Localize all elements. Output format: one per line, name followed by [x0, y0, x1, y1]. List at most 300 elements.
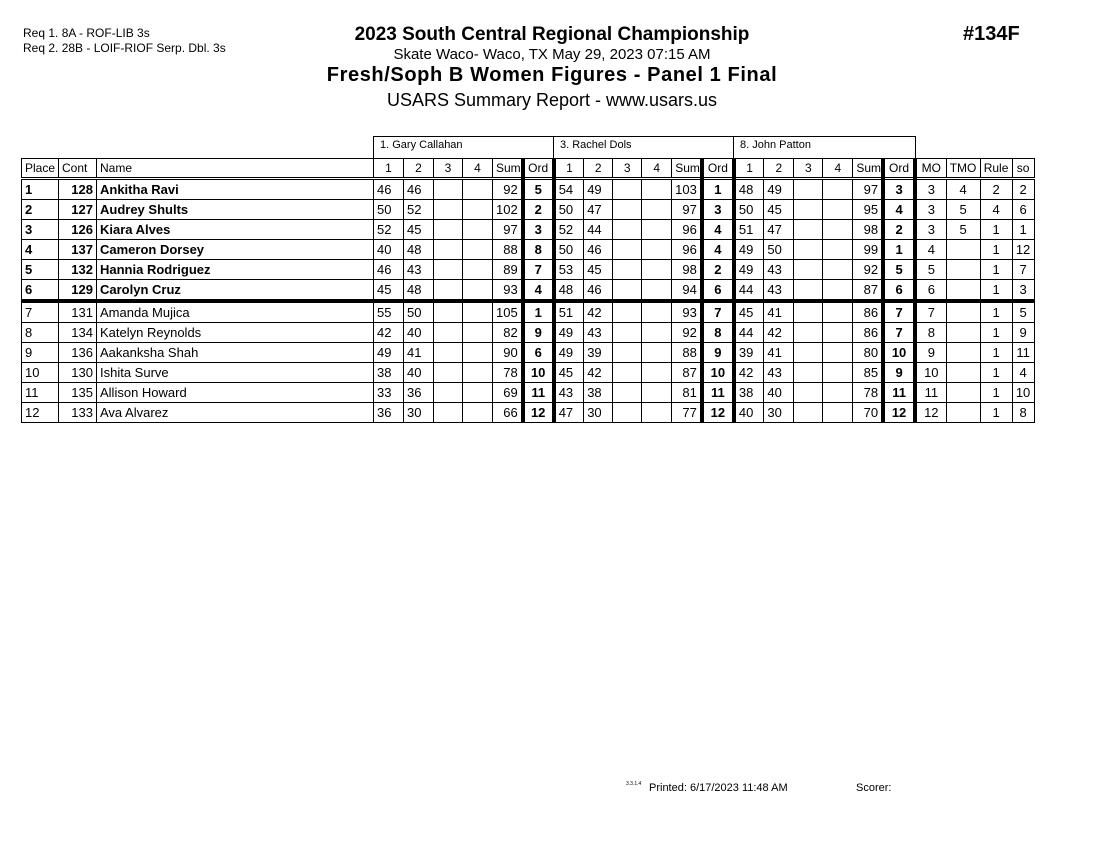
tmo-cell [946, 403, 980, 423]
judge3-figure3-cell [794, 179, 823, 200]
judge2-figure1-cell: 49 [554, 323, 584, 343]
tmo-cell [946, 280, 980, 302]
judge2-figure4-cell [642, 240, 672, 260]
judge3-sum-cell: 95 [853, 200, 883, 220]
judge3-figure2-cell: 42 [764, 323, 794, 343]
judge1-figure3-cell [434, 240, 463, 260]
judge2-figure3-cell [613, 403, 642, 423]
judge2-figure1-cell: 53 [554, 260, 584, 280]
judge1-figure4-cell [463, 301, 493, 323]
judge1-figure1-cell: 42 [374, 323, 404, 343]
judge3-figure2-cell: 49 [764, 179, 794, 200]
results-table [21, 158, 1035, 423]
judge2-figure4-cell [642, 260, 672, 280]
judge3-figure3-cell [794, 220, 823, 240]
judge2-figure4-cell [642, 403, 672, 423]
judge1-figure4-cell [463, 363, 493, 383]
requirement-2: Req 2. 28B - LOIF-RIOF Serp. Dbl. 3s [23, 41, 226, 55]
name-cell: Carolyn Cruz [97, 280, 374, 302]
judge2-figure1-cell: 49 [554, 343, 584, 363]
judge1-figure2-cell: 41 [404, 343, 434, 363]
mo-cell: 3 [915, 179, 946, 200]
judge2-sum-cell: 93 [672, 301, 702, 323]
judge1-figure4-cell [463, 200, 493, 220]
cont-cell: 129 [59, 280, 97, 302]
judge1-sum-cell: 105 [493, 301, 523, 323]
mo-cell: 8 [915, 323, 946, 343]
judge2-figure1-cell: 54 [554, 179, 584, 200]
judge2-ord-cell: 9 [702, 343, 734, 363]
judge3-ord-cell: 7 [883, 323, 915, 343]
rule-cell: 4 [980, 200, 1012, 220]
judge2-figure2-cell: 39 [584, 343, 613, 363]
col-j2-sum: Sum [672, 159, 702, 179]
judge2-sum-cell: 98 [672, 260, 702, 280]
judge1-ord-cell: 2 [523, 200, 554, 220]
judge3-figure1-cell: 44 [734, 323, 764, 343]
name-cell: Allison Howard [97, 383, 374, 403]
judge1-figure3-cell [434, 179, 463, 200]
cont-cell: 130 [59, 363, 97, 383]
judge3-figure1-cell: 51 [734, 220, 764, 240]
judge1-figure3-cell [434, 343, 463, 363]
judge2-ord-cell: 4 [702, 220, 734, 240]
judge3-figure3-cell [794, 200, 823, 220]
table-row [22, 403, 1035, 423]
cont-cell: 127 [59, 200, 97, 220]
place-cell: 11 [22, 383, 59, 403]
name-cell: Audrey Shults [97, 200, 374, 220]
judge2-figure1-cell: 51 [554, 301, 584, 323]
judge2-figure1-cell: 45 [554, 363, 584, 383]
rule-cell: 2 [980, 179, 1012, 200]
place-cell: 4 [22, 240, 59, 260]
judge3-figure4-cell [823, 343, 853, 363]
judge3-figure1-cell: 40 [734, 403, 764, 423]
col-j3-f4: 4 [823, 159, 853, 179]
judge2-ord-cell: 2 [702, 260, 734, 280]
judge1-figure3-cell [434, 260, 463, 280]
location-datetime: Skate Waco- Waco, TX May 29, 2023 07:15 AM [393, 46, 711, 63]
judge1-figure1-cell: 46 [374, 179, 404, 200]
tmo-cell [946, 343, 980, 363]
tmo-cell [946, 323, 980, 343]
name-cell: Aakanksha Shah [97, 343, 374, 363]
judge1-sum-cell: 82 [493, 323, 523, 343]
judge1-figure3-cell [434, 383, 463, 403]
judge2-figure1-cell: 43 [554, 383, 584, 403]
judge3-ord-cell: 6 [883, 280, 915, 302]
judge1-figure3-cell [434, 200, 463, 220]
judge1-figure3-cell [434, 280, 463, 302]
judge3-figure1-cell: 44 [734, 280, 764, 302]
judge2-sum-cell: 103 [672, 179, 702, 200]
col-place: Place [22, 159, 59, 179]
col-j2-f2: 2 [584, 159, 613, 179]
judge3-figure1-cell: 49 [734, 260, 764, 280]
judge1-figure3-cell [434, 323, 463, 343]
judge1-figure2-cell: 36 [404, 383, 434, 403]
place-cell: 7 [22, 301, 59, 323]
judge1-figure4-cell [463, 403, 493, 423]
judge1-figure4-cell [463, 383, 493, 403]
judge1-ord-cell: 4 [523, 280, 554, 302]
judge-header-2: 3. Rachel Dols [553, 136, 734, 158]
cont-cell: 126 [59, 220, 97, 240]
judge2-figure2-cell: 43 [584, 323, 613, 343]
judge2-figure4-cell [642, 301, 672, 323]
table-row [22, 383, 1035, 403]
judge3-figure2-cell: 43 [764, 260, 794, 280]
col-j3-sum: Sum [853, 159, 883, 179]
judge1-figure1-cell: 33 [374, 383, 404, 403]
cont-cell: 134 [59, 323, 97, 343]
cont-cell: 128 [59, 179, 97, 200]
mo-cell: 9 [915, 343, 946, 363]
rule-cell: 1 [980, 240, 1012, 260]
judge2-ord-cell: 3 [702, 200, 734, 220]
rule-cell: 1 [980, 260, 1012, 280]
judge2-ord-cell: 11 [702, 383, 734, 403]
judge3-sum-cell: 98 [853, 220, 883, 240]
judge3-figure1-cell: 39 [734, 343, 764, 363]
software-version: 3.3.1.4 [626, 781, 642, 787]
judge1-sum-cell: 97 [493, 220, 523, 240]
judge1-figure2-cell: 45 [404, 220, 434, 240]
judge3-figure4-cell [823, 403, 853, 423]
judge3-figure4-cell [823, 301, 853, 323]
judge3-figure1-cell: 50 [734, 200, 764, 220]
col-j1-f3: 3 [434, 159, 463, 179]
table-row [22, 260, 1035, 280]
judge2-figure3-cell [613, 301, 642, 323]
judge2-figure1-cell: 52 [554, 220, 584, 240]
judge3-figure2-cell: 41 [764, 301, 794, 323]
judge1-figure4-cell [463, 240, 493, 260]
judge2-figure3-cell [613, 343, 642, 363]
judge3-figure2-cell: 40 [764, 383, 794, 403]
judge1-sum-cell: 66 [493, 403, 523, 423]
cont-cell: 133 [59, 403, 97, 423]
judge2-sum-cell: 96 [672, 240, 702, 260]
judge3-figure2-cell: 50 [764, 240, 794, 260]
col-j3-f3: 3 [794, 159, 823, 179]
judge1-figure2-cell: 30 [404, 403, 434, 423]
judge1-sum-cell: 92 [493, 179, 523, 200]
table-row [22, 220, 1035, 240]
mo-cell: 3 [915, 220, 946, 240]
judge3-ord-cell: 11 [883, 383, 915, 403]
so-cell: 5 [1012, 301, 1034, 323]
judge1-figure4-cell [463, 260, 493, 280]
place-cell: 10 [22, 363, 59, 383]
table-row [22, 280, 1035, 302]
judge2-figure1-cell: 50 [554, 200, 584, 220]
mo-cell: 5 [915, 260, 946, 280]
mo-cell: 7 [915, 301, 946, 323]
name-cell: Cameron Dorsey [97, 240, 374, 260]
judge3-figure4-cell [823, 363, 853, 383]
place-cell: 1 [22, 179, 59, 200]
judge3-sum-cell: 86 [853, 323, 883, 343]
name-cell: Kiara Alves [97, 220, 374, 240]
judge3-figure4-cell [823, 220, 853, 240]
judge2-ord-cell: 8 [702, 323, 734, 343]
judge3-sum-cell: 70 [853, 403, 883, 423]
judge1-figure1-cell: 52 [374, 220, 404, 240]
judge2-sum-cell: 81 [672, 383, 702, 403]
col-rule: Rule [980, 159, 1012, 179]
judge1-ord-cell: 6 [523, 343, 554, 363]
rule-cell: 1 [980, 343, 1012, 363]
judge3-figure2-cell: 43 [764, 363, 794, 383]
judge2-figure1-cell: 47 [554, 403, 584, 423]
col-j2-f4: 4 [642, 159, 672, 179]
judge3-figure2-cell: 41 [764, 343, 794, 363]
so-cell: 11 [1012, 343, 1034, 363]
mo-cell: 4 [915, 240, 946, 260]
judge3-figure4-cell [823, 323, 853, 343]
judge2-sum-cell: 87 [672, 363, 702, 383]
place-cell: 9 [22, 343, 59, 363]
judge1-figure2-cell: 40 [404, 363, 434, 383]
so-cell: 1 [1012, 220, 1034, 240]
judge2-figure2-cell: 42 [584, 301, 613, 323]
judge1-sum-cell: 88 [493, 240, 523, 260]
judge1-sum-cell: 90 [493, 343, 523, 363]
judge1-figure3-cell [434, 301, 463, 323]
requirement-1: Req 1. 8A - ROF-LIB 3s [23, 26, 150, 40]
judge1-figure1-cell: 50 [374, 200, 404, 220]
tmo-cell [946, 383, 980, 403]
rule-cell: 1 [980, 280, 1012, 302]
judge1-ord-cell: 9 [523, 323, 554, 343]
judge2-figure4-cell [642, 280, 672, 302]
so-cell: 6 [1012, 200, 1034, 220]
cont-cell: 135 [59, 383, 97, 403]
judge1-figure2-cell: 40 [404, 323, 434, 343]
rule-cell: 1 [980, 403, 1012, 423]
judge3-sum-cell: 86 [853, 301, 883, 323]
judge2-figure2-cell: 47 [584, 200, 613, 220]
judge3-figure4-cell [823, 179, 853, 200]
judge1-figure2-cell: 46 [404, 179, 434, 200]
col-j1-f1: 1 [374, 159, 404, 179]
event-title: Fresh/Soph B Women Figures - Panel 1 Final [326, 64, 778, 86]
col-j1-f4: 4 [463, 159, 493, 179]
cont-cell: 136 [59, 343, 97, 363]
judge1-ord-cell: 8 [523, 240, 554, 260]
name-cell: Ankitha Ravi [97, 179, 374, 200]
judge2-figure2-cell: 30 [584, 403, 613, 423]
rule-cell: 1 [980, 383, 1012, 403]
col-name: Name [97, 159, 374, 179]
judge1-figure4-cell [463, 343, 493, 363]
table-row [22, 200, 1035, 220]
judge2-figure3-cell [613, 323, 642, 343]
cont-cell: 131 [59, 301, 97, 323]
scorer-label: Scorer: [856, 782, 892, 794]
judge1-ord-cell: 10 [523, 363, 554, 383]
cont-cell: 137 [59, 240, 97, 260]
judge1-figure1-cell: 36 [374, 403, 404, 423]
judge3-figure1-cell: 49 [734, 240, 764, 260]
col-j3-ord: Ord [883, 159, 915, 179]
judge1-figure4-cell [463, 323, 493, 343]
judge3-figure3-cell [794, 343, 823, 363]
so-cell: 3 [1012, 280, 1034, 302]
judge2-figure2-cell: 46 [584, 280, 613, 302]
so-cell: 2 [1012, 179, 1034, 200]
col-j2-ord: Ord [702, 159, 734, 179]
tmo-cell [946, 301, 980, 323]
name-cell: Katelyn Reynolds [97, 323, 374, 343]
judge2-figure2-cell: 46 [584, 240, 613, 260]
judge1-figure1-cell: 38 [374, 363, 404, 383]
rule-cell: 1 [980, 363, 1012, 383]
judge1-sum-cell: 78 [493, 363, 523, 383]
judge1-figure2-cell: 50 [404, 301, 434, 323]
name-cell: Ishita Surve [97, 363, 374, 383]
tmo-cell [946, 363, 980, 383]
judge3-ord-cell: 4 [883, 200, 915, 220]
judge1-ord-cell: 12 [523, 403, 554, 423]
judge3-figure2-cell: 47 [764, 220, 794, 240]
cont-cell: 132 [59, 260, 97, 280]
judge2-sum-cell: 92 [672, 323, 702, 343]
name-cell: Hannia Rodriguez [97, 260, 374, 280]
judge3-sum-cell: 92 [853, 260, 883, 280]
col-so: so [1012, 159, 1034, 179]
col-j3-f1: 1 [734, 159, 764, 179]
rule-cell: 1 [980, 323, 1012, 343]
col-j2-f3: 3 [613, 159, 642, 179]
judge2-ord-cell: 4 [702, 240, 734, 260]
judge1-figure3-cell [434, 403, 463, 423]
judge1-figure1-cell: 40 [374, 240, 404, 260]
judge1-figure2-cell: 52 [404, 200, 434, 220]
judge-header-3: 8. John Patton [733, 136, 916, 158]
judge3-figure1-cell: 42 [734, 363, 764, 383]
judge3-figure3-cell [794, 323, 823, 343]
judge2-figure2-cell: 44 [584, 220, 613, 240]
judge1-ord-cell: 7 [523, 260, 554, 280]
judge1-figure1-cell: 45 [374, 280, 404, 302]
place-cell: 6 [22, 280, 59, 302]
judge3-figure3-cell [794, 301, 823, 323]
judge3-figure3-cell [794, 240, 823, 260]
place-cell: 3 [22, 220, 59, 240]
judge3-sum-cell: 87 [853, 280, 883, 302]
judge2-sum-cell: 94 [672, 280, 702, 302]
place-cell: 5 [22, 260, 59, 280]
judge2-figure4-cell [642, 383, 672, 403]
judge1-figure4-cell [463, 179, 493, 200]
judge2-figure2-cell: 38 [584, 383, 613, 403]
mo-cell: 12 [915, 403, 946, 423]
so-cell: 12 [1012, 240, 1034, 260]
judge3-ord-cell: 10 [883, 343, 915, 363]
judge1-figure1-cell: 49 [374, 343, 404, 363]
judge2-figure3-cell [613, 280, 642, 302]
report-title: USARS Summary Report - www.usars.us [386, 90, 718, 110]
judge2-sum-cell: 88 [672, 343, 702, 363]
judge3-sum-cell: 97 [853, 179, 883, 200]
judge2-ord-cell: 7 [702, 301, 734, 323]
judge1-sum-cell: 69 [493, 383, 523, 403]
judge3-figure3-cell [794, 403, 823, 423]
mo-cell: 11 [915, 383, 946, 403]
judge2-figure3-cell [613, 200, 642, 220]
judge1-figure3-cell [434, 363, 463, 383]
judge2-figure2-cell: 45 [584, 260, 613, 280]
judge1-figure2-cell: 43 [404, 260, 434, 280]
judge3-ord-cell: 1 [883, 240, 915, 260]
judge2-figure4-cell [642, 220, 672, 240]
judge3-sum-cell: 99 [853, 240, 883, 260]
judge2-figure3-cell [613, 363, 642, 383]
table-header-row [22, 159, 1035, 179]
so-cell: 10 [1012, 383, 1034, 403]
table-row [22, 343, 1035, 363]
table-row [22, 301, 1035, 323]
rule-cell: 1 [980, 220, 1012, 240]
judge3-figure3-cell [794, 280, 823, 302]
col-tmo: TMO [946, 159, 980, 179]
judge2-figure4-cell [642, 343, 672, 363]
judge3-figure2-cell: 30 [764, 403, 794, 423]
mo-cell: 3 [915, 200, 946, 220]
judge2-figure1-cell: 50 [554, 240, 584, 260]
judge3-figure1-cell: 45 [734, 301, 764, 323]
judge1-ord-cell: 5 [523, 179, 554, 200]
judge1-sum-cell: 89 [493, 260, 523, 280]
judge2-figure4-cell [642, 179, 672, 200]
judge3-figure4-cell [823, 260, 853, 280]
col-mo: MO [915, 159, 946, 179]
table-row [22, 179, 1035, 200]
judge2-figure4-cell [642, 200, 672, 220]
tmo-cell: 5 [946, 220, 980, 240]
judge1-figure3-cell [434, 220, 463, 240]
judge2-ord-cell: 1 [702, 179, 734, 200]
judge3-figure4-cell [823, 200, 853, 220]
judge1-ord-cell: 3 [523, 220, 554, 240]
judge3-ord-cell: 2 [883, 220, 915, 240]
col-j2-f1: 1 [554, 159, 584, 179]
judge1-ord-cell: 11 [523, 383, 554, 403]
name-cell: Ava Alvarez [97, 403, 374, 423]
col-cont: Cont [59, 159, 97, 179]
judge2-ord-cell: 10 [702, 363, 734, 383]
judge2-figure3-cell [613, 179, 642, 200]
judge3-figure1-cell: 48 [734, 179, 764, 200]
tmo-cell [946, 240, 980, 260]
judge2-figure4-cell [642, 323, 672, 343]
competition-title: 2023 South Central Regional Championship [354, 24, 750, 45]
rule-cell: 1 [980, 301, 1012, 323]
judge3-sum-cell: 85 [853, 363, 883, 383]
event-number: #134F [963, 23, 1020, 45]
judge3-figure4-cell [823, 240, 853, 260]
so-cell: 7 [1012, 260, 1034, 280]
judge3-figure2-cell: 43 [764, 280, 794, 302]
judge3-sum-cell: 78 [853, 383, 883, 403]
judge1-figure1-cell: 55 [374, 301, 404, 323]
judge1-figure4-cell [463, 220, 493, 240]
col-j3-f2: 2 [764, 159, 794, 179]
table-row [22, 323, 1035, 343]
